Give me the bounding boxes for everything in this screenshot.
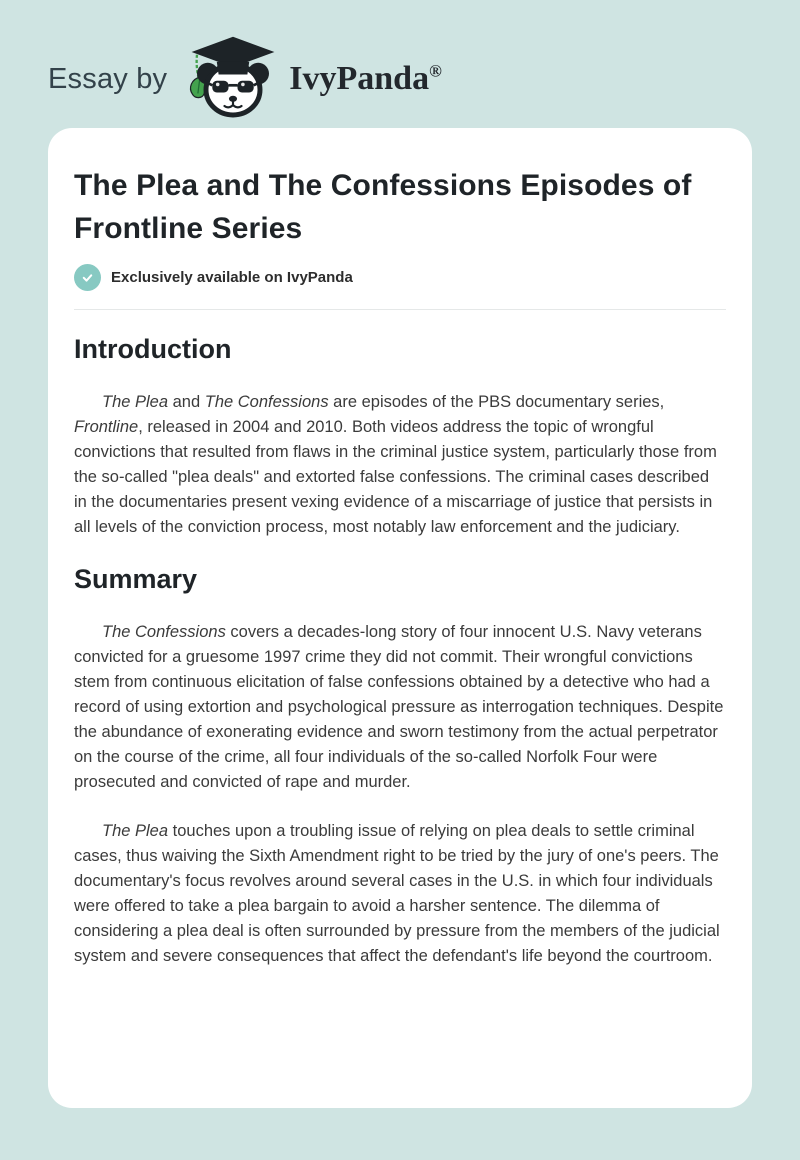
section-introduction <box>74 332 726 540</box>
panda-graduate-icon <box>183 34 283 124</box>
brand-name: IvyPanda® <box>289 60 442 97</box>
registered-mark: ® <box>429 61 442 81</box>
availability-badge <box>74 264 726 291</box>
essay-header <box>0 0 800 122</box>
essay-by-label: Essay by <box>48 62 168 95</box>
page-title: The Plea and The Confessions Episodes of Frontline Series <box>74 169 692 245</box>
check-icon <box>74 264 101 291</box>
essay-card <box>48 128 752 1108</box>
availability-label: Exclusively available on IvyPanda <box>111 269 353 286</box>
introduction-heading: Introduction <box>74 334 232 364</box>
summary-heading: Summary <box>74 564 198 594</box>
section-summary <box>74 562 726 969</box>
summary-paragraph-2: The Plea touches upon a troubling issue of relying on plea deals to settle criminal cases, thus waiving the Sixth Amendment right to be tried by the jury of one's peers. The documentary's focus revolves around several cases in the U.S. in which four individuals were offered to take a plea bargain to avoid a harsher sentence. The dilemma of considering a plea deal is often surrounded by pressure from the members of the judicial system and severe consequences that affect the defendant's life beyond the courtroom. <box>74 822 720 965</box>
introduction-paragraph: The Plea and The Confessions are episodes of the PBS documentary series, Frontline, released in 2004 and 2010. Both videos address the topic of wrongful convictions that resulted from flaws in the criminal justice system, particularly those from the so-called "plea deals" and extorted false confessions. The criminal cases described in the documentaries present vexing evidence of a miscarriage of justice that persists in all levels of the conviction process, most notably law enforcement and the judiciary. <box>74 393 717 536</box>
summary-paragraph-1: The Confessions covers a decades-long story of four innocent U.S. Navy veterans convicted for a gruesome 1997 crime they did not commit. Their wrongful convictions stem from continuous elicitation of false confessions obtained by a detective who had a record of using extortion and psychological pressure as interrogation techniques. Despite the abundance of exonerating evidence and sworn testimony from the actual perpetrator on the course of the crime, all four individuals of the so-called Norfolk Four were prosecuted and convicted of rape and murder. <box>74 623 724 791</box>
divider <box>74 309 726 310</box>
